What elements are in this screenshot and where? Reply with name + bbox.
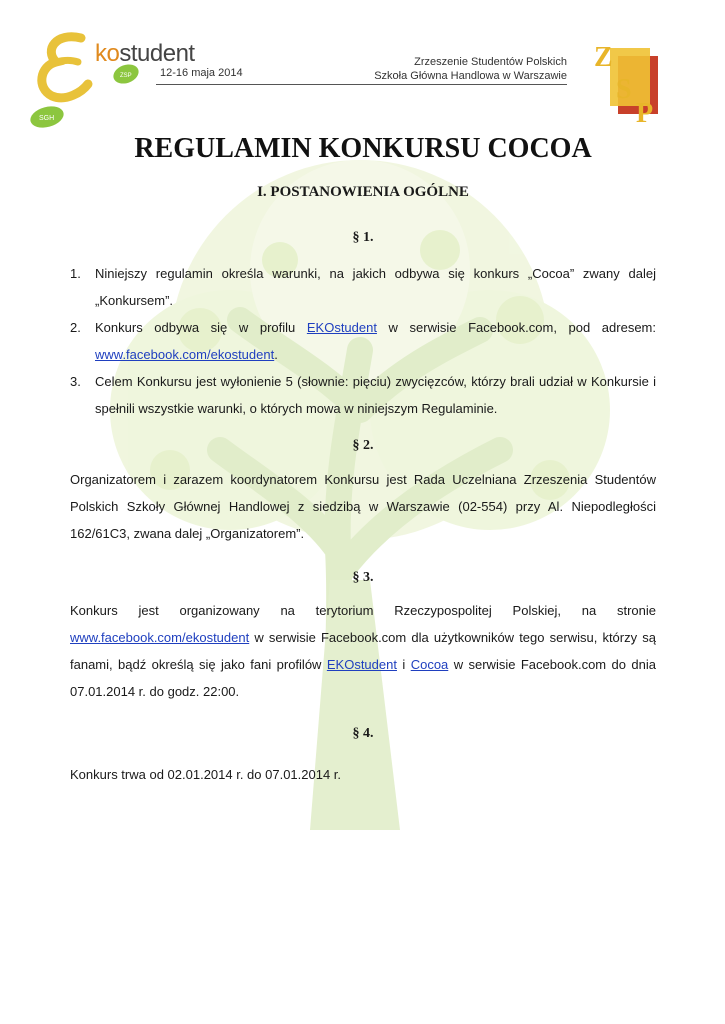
paragraph-3-heading: § 3. (352, 570, 374, 585)
list-item-number: 2. (70, 320, 81, 335)
paragraph-1-list (70, 260, 656, 422)
zsp-letter-z: Z (594, 42, 613, 73)
cocoa-link[interactable]: Cocoa (410, 657, 449, 672)
facebook-url-link[interactable]: www.facebook.com/ekostudent (70, 630, 250, 645)
org-line-1: Zrzeszenie Studentów Polskich (414, 56, 567, 68)
list-item-text: Niniejszy regulamin określa warunki, na jakich odbywa się konkurs „Cocoa” zwany dalej „Konkursem”. (95, 266, 656, 308)
list-item (70, 368, 656, 422)
page-header (0, 0, 725, 130)
logo-badge-zsp: ZSP (120, 73, 132, 79)
paragraph-4-text: Konkurs trwa od 02.01.2014 r. do 07.01.2014 r. (70, 767, 342, 782)
paragraph-3-text: Konkurs jest organizowany na terytorium Rzeczypospolitej Polskiej, na stronie www.facebook.com/ekostudent w serwisie Facebook.com dla użytkowników tego serwisu, którzy są fanami, bądź określą się jako fani profilów EKOstudent i Cocoa w serwisie Facebook.com do dnia 07.01.2014 r. do godz. 22:00. (70, 603, 656, 699)
list-item-number: 3. (70, 374, 81, 389)
ekostudent-link[interactable]: EKOstudent (306, 320, 377, 335)
paragraph-1-heading: § 1. (352, 230, 374, 245)
facebook-url-link[interactable]: www.facebook.com/ekostudent (95, 347, 275, 362)
paragraph-2-heading: § 2. (352, 438, 374, 453)
document-title: REGULAMIN KONKURSU COCOA (134, 133, 592, 164)
list-item (70, 314, 656, 368)
zsp-letter-s: S (616, 74, 632, 105)
zsp-logo (590, 36, 670, 126)
header-date: 12-16 maja 2014 (160, 67, 243, 79)
org-line-2: Szkoła Główna Handlowa w Warszawie (374, 70, 567, 82)
section-heading: I. POSTANOWIENIA OGÓLNE (257, 184, 469, 200)
list-item-text: Celem Konkursu jest wyłonienie 5 (słownie: pięciu) zwycięzców, którzy brali udział w Konkursie i spełnili wszystkie warunki, o których mowa w niniejszym Regulaminie. (95, 374, 656, 416)
header-organization (374, 55, 567, 83)
header-divider (156, 84, 567, 85)
list-item-text: w serwisie Facebook.com, pod adresem: (376, 320, 656, 335)
list-item (70, 260, 656, 314)
paragraph-4-heading: § 4. (352, 726, 374, 741)
zsp-letter-p: P (636, 98, 654, 126)
paragraph-2-text: Organizatorem i zarazem koordynatorem Konkursu jest Rada Uczelniana Zrzeszenia Studentów Polskich Szkoły Głównej Handlowej z siedzibą w Warszawie (02-554) przy Al. Niepodległości 162/61C3, zwana dalej „Organizatorem”. (70, 472, 656, 541)
list-item-text: . (274, 347, 278, 362)
logo-wordmark: kostudent (95, 40, 195, 67)
list-item-text: Konkurs odbywa się w profilu (95, 320, 307, 335)
logo-badge-sgh: SGH (39, 115, 55, 122)
ekostudent-link[interactable]: EKOstudent (326, 657, 397, 672)
list-item-number: 1. (70, 266, 81, 281)
